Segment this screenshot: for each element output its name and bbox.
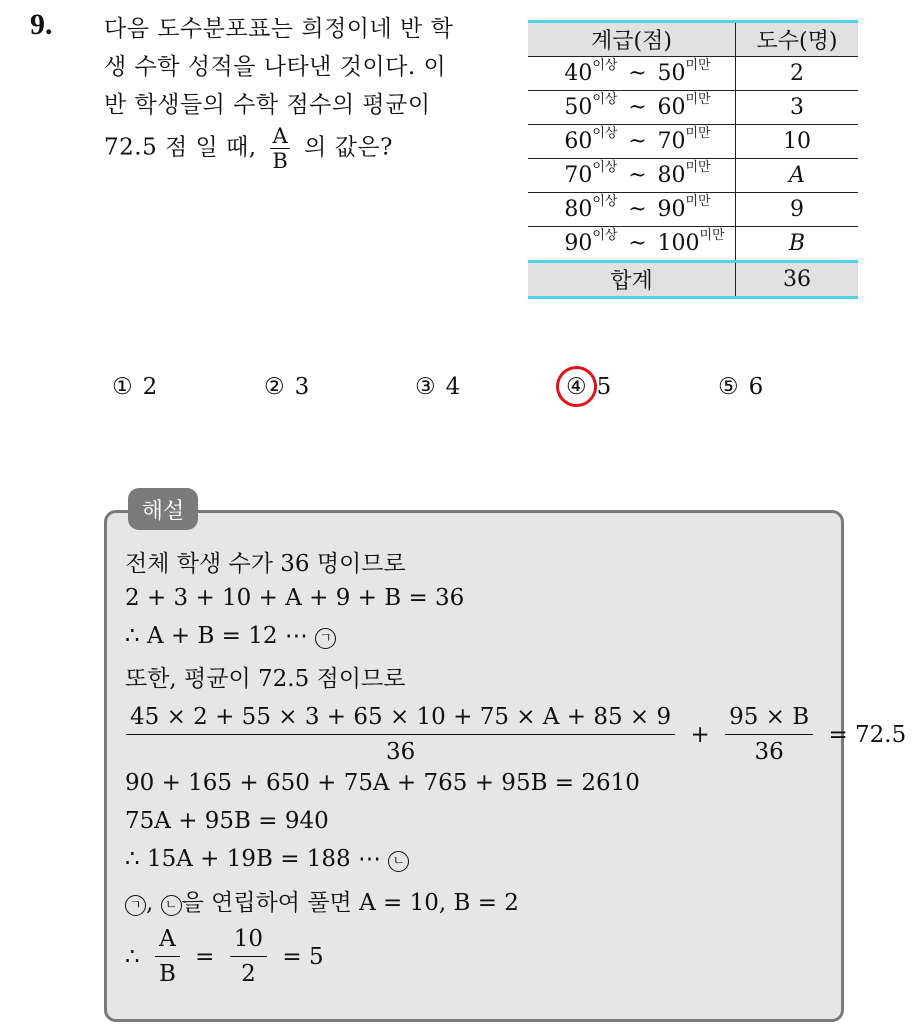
interval-upper: 50	[657, 61, 686, 86]
solution-line	[125, 884, 519, 917]
question-line: 반 학생들의 수학 점수의 평균이	[104, 92, 431, 118]
fraction	[230, 924, 267, 989]
choice-value: 5	[596, 374, 612, 400]
choice-marker: ③	[415, 374, 436, 400]
circled-label-2: ㄴ	[388, 851, 409, 872]
interval-upper: 100	[657, 231, 700, 256]
frequency-value: A	[736, 159, 859, 193]
tilde: ~	[628, 231, 647, 256]
interval-lower: 70	[564, 163, 593, 188]
answer-mark-circle	[551, 361, 603, 413]
frequency-value: 10	[736, 125, 859, 159]
solution-text: ,	[146, 890, 154, 916]
choice-marker: ②	[264, 374, 285, 400]
choice-value: 4	[445, 374, 461, 400]
question-line: 생 수학 성적을 나타낸 것이다. 이	[104, 54, 447, 80]
choice-value: 6	[748, 374, 764, 400]
fraction-numerator: 95 × B	[725, 702, 813, 735]
table-total-row	[528, 262, 858, 298]
fraction-denominator: B	[272, 149, 289, 173]
solution-text: ∴ 15A + 19B = 188 ⋯	[125, 846, 381, 872]
class-interval	[528, 91, 736, 125]
tilde: ~	[628, 95, 647, 120]
choice-marker: ⑤	[718, 374, 739, 400]
fraction-numerator: A	[270, 124, 290, 149]
upper-suffix: 미만	[685, 92, 711, 107]
question-fraction	[270, 124, 290, 173]
solution-text: 을 연립하여 풀면 A = 10, B = 2	[181, 890, 519, 916]
choice-marker: ④	[566, 374, 587, 400]
choice-value: 2	[142, 374, 158, 400]
frequency-value: 9	[736, 193, 859, 227]
column-header-class: 계급(점)	[528, 22, 736, 57]
total-label: 합계	[528, 262, 736, 298]
upper-suffix: 미만	[685, 58, 711, 73]
solution-badge: 해설	[128, 488, 198, 530]
tilde: ~	[628, 163, 647, 188]
lower-suffix: 이상	[592, 126, 618, 141]
interval-upper: 60	[657, 95, 686, 120]
interval-upper: 70	[657, 129, 686, 154]
class-interval	[528, 159, 736, 193]
table-row	[528, 227, 858, 262]
lower-suffix: 이상	[592, 58, 618, 73]
question-number: 9.	[30, 8, 53, 41]
fraction-denominator: 2	[241, 961, 256, 987]
table-header-row	[528, 22, 858, 57]
choice-marker: ①	[112, 374, 133, 400]
lower-suffix: 이상	[592, 228, 618, 243]
choice-2[interactable]	[264, 374, 309, 400]
fraction-denominator: 36	[754, 739, 784, 765]
upper-suffix: 미만	[685, 160, 711, 175]
therefore-symbol: ∴	[125, 943, 140, 970]
question-line	[104, 124, 504, 173]
fraction-denominator: B	[158, 961, 176, 987]
class-interval	[528, 125, 736, 159]
table-row	[528, 57, 858, 91]
solution-line	[125, 623, 336, 649]
total-value: 36	[736, 262, 859, 298]
fraction	[126, 702, 675, 767]
solution-text: ∴ A + B = 12 ⋯	[125, 623, 308, 649]
interval-lower: 90	[564, 231, 593, 256]
choice-1[interactable]	[112, 374, 157, 400]
solution-final-line	[125, 924, 332, 989]
lower-suffix: 이상	[592, 92, 618, 107]
question-text	[104, 10, 504, 173]
fraction-numerator: 45 × 2 + 55 × 3 + 65 × 10 + 75 × A + 85 × 9	[126, 702, 675, 735]
tilde: ~	[628, 61, 647, 86]
solution-line	[125, 846, 409, 872]
solution-line: 75A + 95B = 940	[125, 808, 329, 834]
question-line-suffix: 의 값은?	[304, 134, 393, 161]
equation-result: = 72.5	[828, 721, 907, 748]
solution-line: 2 + 3 + 10 + A + 9 + B = 36	[125, 585, 465, 611]
interval-lower: 50	[564, 95, 593, 120]
question-line-prefix: 72.5 점 일 때,	[104, 134, 257, 161]
equation-result: = 5	[282, 943, 324, 970]
equals-sign: =	[195, 943, 215, 970]
interval-lower: 60	[564, 129, 593, 154]
solution-fraction-line	[126, 702, 914, 767]
frequency-value: B	[736, 227, 859, 262]
table-row	[528, 91, 858, 125]
interval-upper: 80	[657, 163, 686, 188]
column-header-frequency: 도수(명)	[736, 22, 859, 57]
choice-5[interactable]	[718, 374, 763, 400]
solution-line: 또한, 평균이 72.5 점이므로	[125, 666, 406, 692]
table-row	[528, 193, 858, 227]
table-row	[528, 125, 858, 159]
upper-suffix: 미만	[699, 228, 725, 243]
lower-suffix: 이상	[592, 194, 618, 209]
tilde: ~	[628, 197, 647, 222]
lower-suffix: 이상	[592, 160, 618, 175]
question-line: 다음 도수분포표는 희정이네 반 학	[104, 16, 454, 42]
interval-lower: 80	[564, 197, 593, 222]
fraction	[155, 924, 180, 989]
tilde: ~	[628, 129, 647, 154]
upper-suffix: 미만	[685, 194, 711, 209]
circled-label-1: ㄱ	[315, 628, 336, 649]
fraction	[725, 702, 813, 767]
circled-label-1: ㄱ	[125, 895, 146, 916]
frequency-value: 2	[736, 57, 859, 91]
upper-suffix: 미만	[685, 126, 711, 141]
table-row	[528, 159, 858, 193]
solution-line: 전체 학생 수가 36 명이므로	[125, 551, 406, 577]
frequency-value: 3	[736, 91, 859, 125]
class-interval	[528, 57, 736, 91]
choice-3[interactable]	[415, 374, 460, 400]
solution-line: 90 + 165 + 650 + 75A + 765 + 95B = 2610	[125, 770, 640, 796]
fraction-denominator: 36	[385, 739, 416, 765]
circled-label-2: ㄴ	[161, 895, 182, 916]
class-interval	[528, 193, 736, 227]
fraction-numerator: A	[155, 924, 180, 957]
class-interval	[528, 227, 736, 262]
fraction-numerator: 10	[230, 924, 267, 957]
interval-upper: 90	[657, 197, 686, 222]
frequency-table	[528, 20, 858, 299]
choice-value: 3	[294, 374, 310, 400]
interval-lower: 40	[564, 61, 593, 86]
plus-sign: +	[690, 721, 710, 748]
